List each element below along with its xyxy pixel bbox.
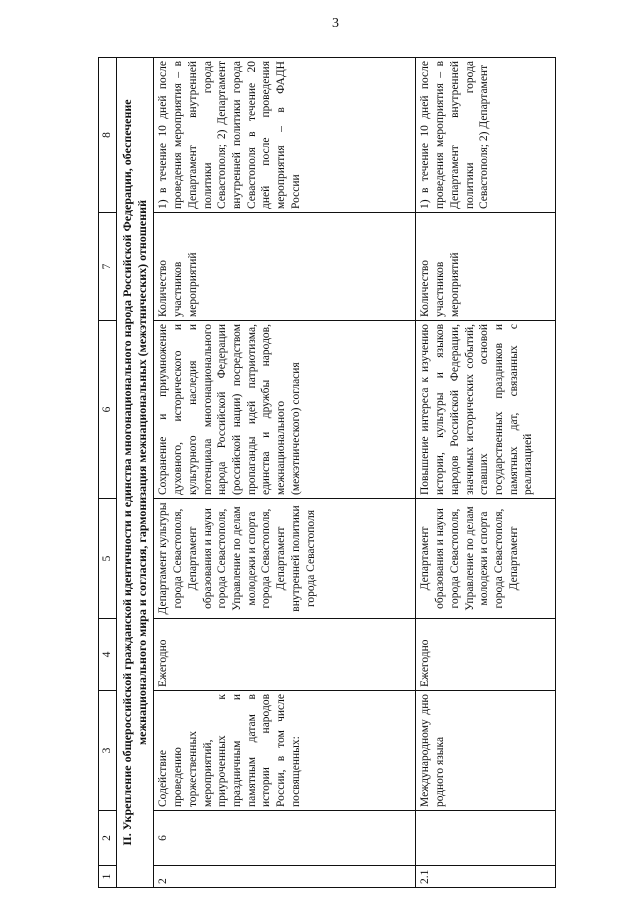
cell-activity: Международному дню родного языка (416, 691, 556, 811)
cell-number: 2 (154, 866, 416, 888)
table-container (98, 58, 623, 888)
col-number: 8 (99, 58, 117, 213)
col-number: 2 (99, 811, 117, 866)
cell-reporting: 1) в течение 10 дней после проведения мероприятия – в Департамент внутренней политики города Севастополя; 2) Департамент (416, 58, 556, 213)
cell-period: Ежегодно (154, 619, 416, 691)
col-number: 3 (99, 691, 117, 811)
cell-indicator: Количество участников мероприятий (416, 213, 556, 321)
cell-code: 6 (154, 811, 416, 866)
cell-number: 2.1 (416, 866, 556, 888)
cell-executor: Департамент культуры города Севастополя, Департамент образования и науки города Севастополя, Управление по делам молодежи и спорта города Севастополя, Департамент внутренней политики города Севастополя (154, 499, 416, 619)
column-number-row (99, 58, 117, 888)
col-number: 7 (99, 213, 117, 321)
section-title: II. Укрепление общероссийской гражданской идентичности и единства многонационального народа Российской Федерации, обеспечение межнационального мира и согласия, гармонизация межнациональных (межэтнических) отношений (116, 58, 154, 888)
plan-table (98, 57, 556, 888)
col-number: 1 (99, 866, 117, 888)
table-row (154, 58, 416, 888)
cell-executor: Департамент образования и науки города Севастополя, Управление по делам молодежи и спорта города Севастополя, Департамент (416, 499, 556, 619)
col-number: 6 (99, 321, 117, 499)
rotated-table-wrapper (98, 58, 623, 888)
page-number: 3 (332, 16, 339, 31)
cell-goal: Повышение интереса к изучению истории, культуры и языков народов Российской Федерации, значимых исторических событий, ставших основой государственных праздников и памятных дат, связанных с реализацией (416, 321, 556, 499)
table-row (416, 58, 556, 888)
col-number: 5 (99, 499, 117, 619)
cell-goal: Сохранение и приумножение духовного, исторического и культурного наследия и потенциала многонационального народа Российской Федерации (российской нации) посредством пропаганды идей патриотизма, единства и дружбы народов, межнационального (межэтнического) согласия (154, 321, 416, 499)
cell-indicator: Количество участников мероприятий (154, 213, 416, 321)
cell-period: Ежегодно (416, 619, 556, 691)
cell-reporting: 1) в течение 10 дней после проведения мероприятия – в Департамент внутренней политики города Севастополя; 2) Департамент внутренней политики города Севастополя в течение 20 дней после проведения мероприятия – в ФАДН России (154, 58, 416, 213)
cell-activity: Содействие проведению торжественных мероприятий, приуроченных к праздничным и памятным датам в истории народов России, в том числе посвященных: (154, 691, 416, 811)
section-row (116, 58, 154, 888)
col-number: 4 (99, 619, 117, 691)
cell-code (416, 811, 556, 866)
